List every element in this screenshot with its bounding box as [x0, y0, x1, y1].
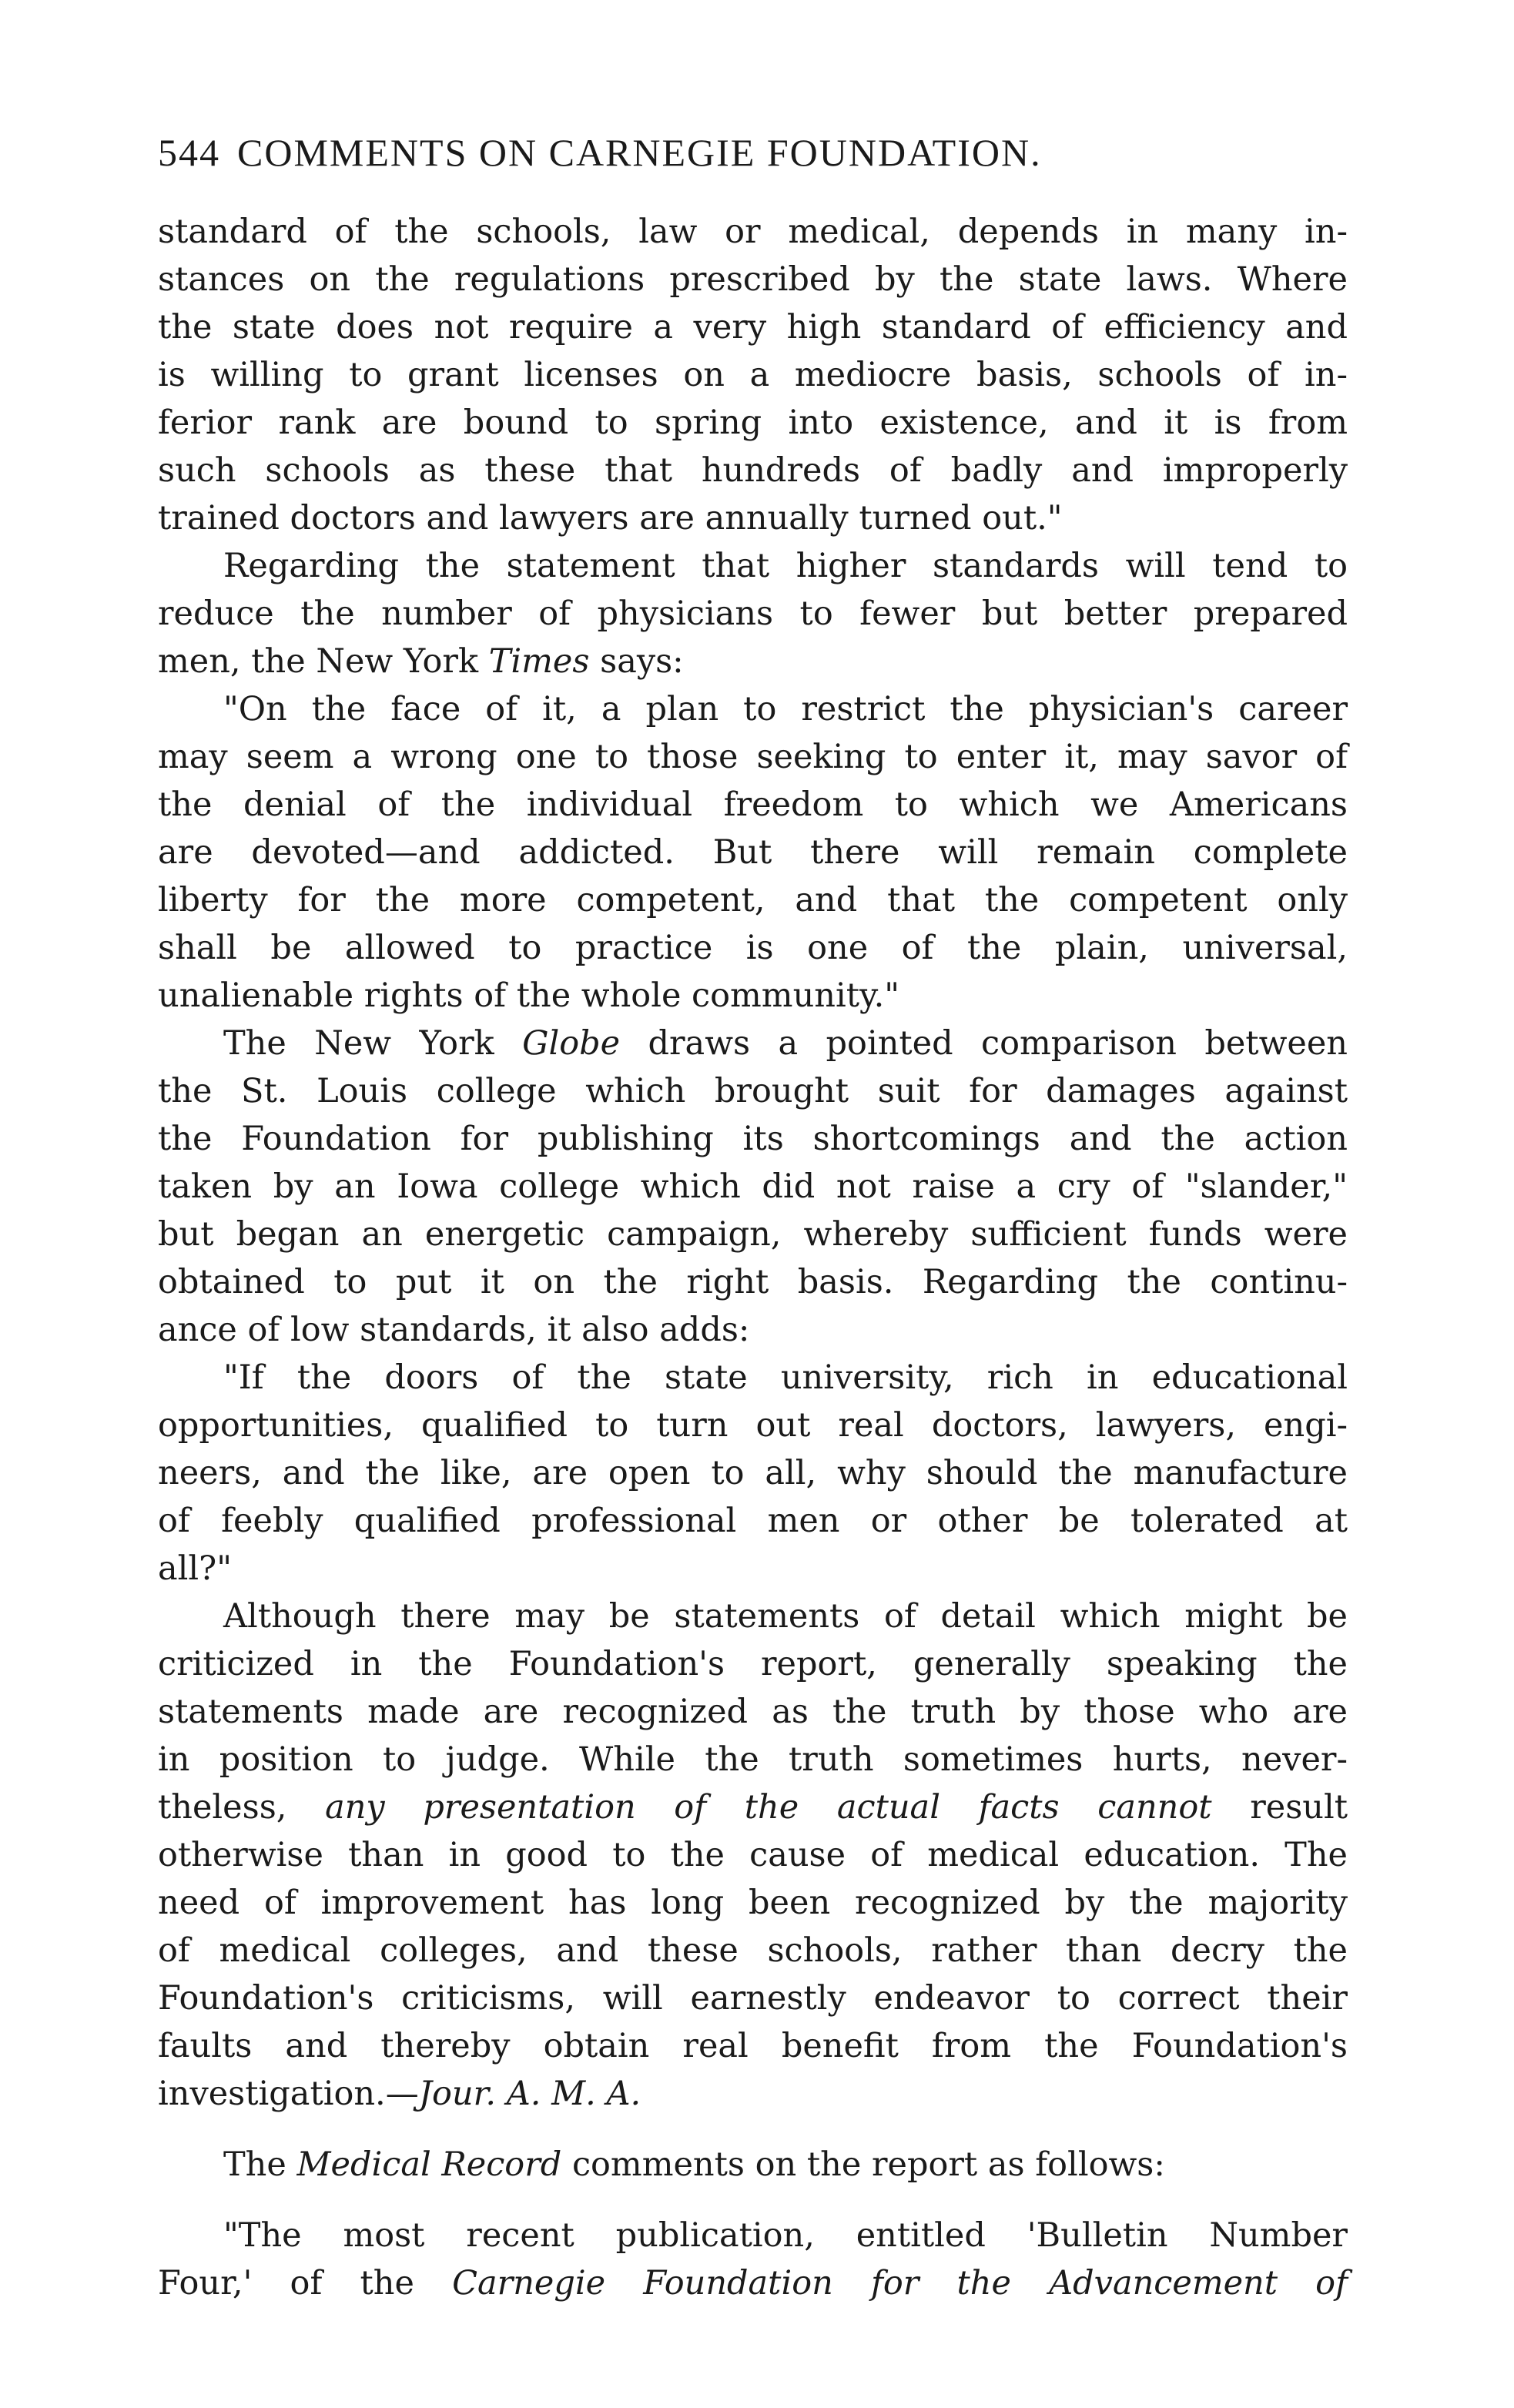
text-line-38: Foundation's criticisms, will earnestly endeavor to correct their — [158, 1979, 1348, 2018]
periodical-title: Times — [488, 642, 590, 681]
text-line-26: opportunities, qualified to turn out real doctors, lawyers, engi- — [158, 1406, 1348, 1445]
text-line-41 — [223, 2145, 1348, 2184]
text-line-24: ance of low standards, it also adds: — [158, 1311, 750, 1349]
text-line-14: are devoted—and addicted. But there will remain complete — [158, 833, 1348, 872]
text-line-8: Regarding the statement that higher standards will tend to — [223, 547, 1348, 585]
text-line-15: liberty for the more competent, and that the competent only — [158, 881, 1348, 919]
text-segment: men, the New York — [158, 642, 489, 681]
text-line-28: of feebly qualified professional men or other be tolerated at — [158, 1502, 1348, 1540]
text-line-25: "If the doors of the state university, rich in educational — [223, 1358, 1348, 1397]
text-line-35: otherwise than in good to the cause of medical education. The — [158, 1836, 1348, 1874]
text-line-29: all?" — [158, 1549, 232, 1588]
text-line-9: reduce the number of physicians to fewer but better prepared — [158, 594, 1348, 633]
text-line-7: trained doctors and lawyers are annually turned out." — [158, 499, 1063, 538]
text-line-32: statements made are recognized as the truth by those who are — [158, 1693, 1348, 1731]
text-line-22: but began an energetic campaign, whereby sufficient funds were — [158, 1215, 1348, 1254]
text-line-40 — [158, 2075, 1348, 2113]
text-line-31: criticized in the Foundation's report, generally speaking the — [158, 1645, 1348, 1683]
text-line-10 — [158, 642, 1348, 681]
italic-phrase: Carnegie Foundation for the Advancement of — [452, 2264, 1348, 2303]
text-segment: theless, — [158, 1788, 326, 1827]
text-segment: says: — [589, 642, 684, 681]
page-title: COMMENTS ON CARNEGIE FOUNDATION. — [237, 131, 1042, 174]
text-line-42: "The most recent publication, entitled 'Bulletin Number — [223, 2216, 1348, 2255]
text-line-39: faults and thereby obtain real benefit from the Foundation's — [158, 2027, 1348, 2065]
text-line-20: the Foundation for publishing its shortcomings and the action — [158, 1120, 1348, 1158]
text-line-17: unalienable rights of the whole community." — [158, 976, 900, 1015]
text-segment: draws a pointed comparison between — [620, 1024, 1348, 1063]
text-segment: result — [1211, 1788, 1348, 1827]
text-line-23: obtained to put it on the right basis. Regarding the continu- — [158, 1263, 1348, 1301]
text-line-11: "On the face of it, a plan to restrict the physician's career — [223, 690, 1348, 728]
text-line-30: Although there may be statements of detail which might be — [223, 1597, 1348, 1636]
periodical-title: Medical Record — [296, 2145, 562, 2184]
text-line-18 — [223, 1024, 1348, 1063]
text-line-13: the denial of the individual freedom to which we Americans — [158, 785, 1348, 824]
text-line-2: stances on the regulations prescribed by the state laws. Where — [158, 260, 1348, 299]
text-line-5: ferior rank are bound to spring into existence, and it is from — [158, 404, 1348, 442]
text-segment: investigation.— — [158, 2075, 419, 2113]
page-number: 544 — [158, 131, 220, 174]
text-line-43 — [158, 2264, 1348, 2303]
text-line-12: may seem a wrong one to those seeking to enter it, may savor of — [158, 738, 1348, 776]
citation: Jour. A. M. A. — [418, 2075, 641, 2113]
text-line-33: in position to judge. While the truth sometimes hurts, never- — [158, 1740, 1348, 1779]
italic-phrase: any presentation of the actual facts cannot — [325, 1788, 1212, 1827]
text-line-19: the St. Louis college which brought suit for damages against — [158, 1072, 1348, 1110]
text-line-16: shall be allowed to practice is one of the plain, universal, — [158, 929, 1348, 967]
text-line-34 — [158, 1788, 1348, 1827]
text-line-4: is willing to grant licenses on a mediocre basis, schools of in- — [158, 356, 1348, 394]
running-head — [158, 129, 1042, 176]
text-segment: The New York — [223, 1024, 523, 1063]
periodical-title: Globe — [522, 1024, 621, 1063]
text-line-1: standard of the schools, law or medical, depends in many in- — [158, 213, 1348, 251]
text-line-3: the state does not require a very high standard of efficiency and — [158, 308, 1348, 347]
text-line-27: neers, and the like, are open to all, why should the manufacture — [158, 1454, 1348, 1492]
text-line-6: such schools as these that hundreds of badly and improperly — [158, 451, 1348, 490]
text-segment: Four,' of the — [158, 2264, 453, 2303]
text-line-36: need of improvement has long been recognized by the majority — [158, 1884, 1348, 1922]
text-segment: comments on the report as follows: — [561, 2145, 1165, 2184]
text-line-37: of medical colleges, and these schools, rather than decry the — [158, 1931, 1348, 1970]
text-segment: The — [223, 2145, 297, 2184]
text-line-21: taken by an Iowa college which did not raise a cry of "slander," — [158, 1167, 1348, 1206]
